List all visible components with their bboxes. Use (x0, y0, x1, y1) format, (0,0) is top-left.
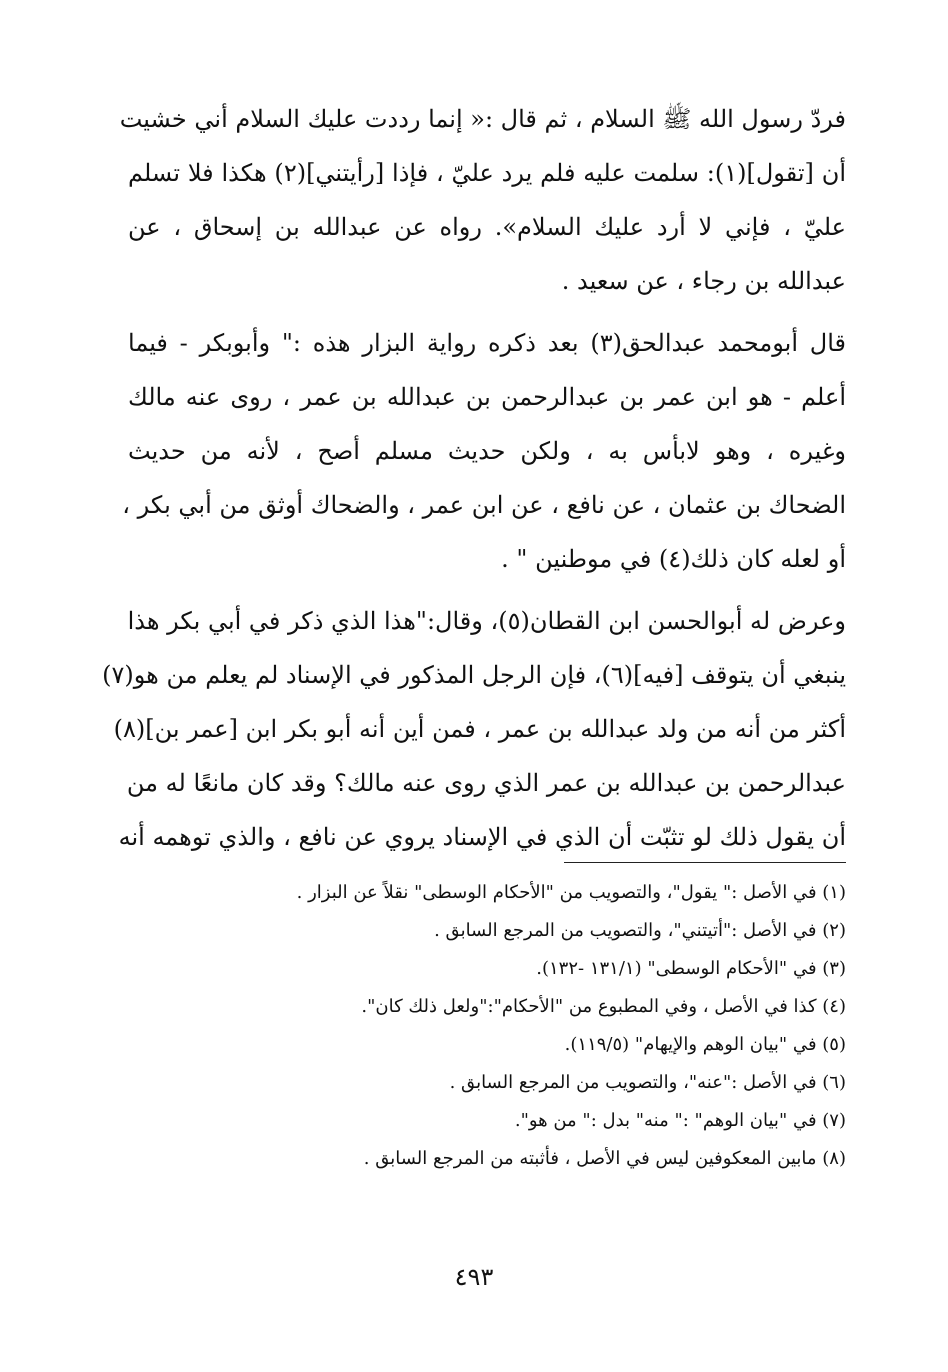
text-line: عبدالله بن رجاء ، عن سعيد . (561, 267, 846, 295)
footnote: (٧) في "بيان الوهم" :" منه" بدل :" من هو". (514, 1110, 846, 1131)
text-line: أو لعله كان ذلك(٤) في موطنين " . (501, 545, 846, 573)
text-line: ينبغي أن يتوقف [فيه](٦)، فإن الرجل المذكور في الإسناد لم يعلم من هو(٧) (102, 661, 846, 689)
text-line: أن يقول ذلك لو تثبّت أن الذي في الإسناد يروي عن نافع ، والذي توهمه أنه (118, 823, 846, 851)
footnote: (٤) كذا في الأصل ، وفي المطبوع من "الأحكام":"ولعل ذلك كان". (361, 996, 846, 1017)
text-line: فردّ رسول الله ﷺ السلام ، ثم قال :« إنما رددت عليك السلام أني خشيت (119, 105, 846, 133)
footnote: (١) في الأصل :" يقول"، والتصويب من "الأحكام الوسطى" نقلاً عن البزار . (296, 882, 846, 903)
text-line: الضحاك بن عثمان ، عن نافع ، عن ابن عمر ، والضحاك أوثق من أبي بكر ، (122, 491, 846, 519)
text-line: أكثر من أنه من ولد عبدالله بن عمر ، فمن أين أنه أبو بكر ابن [عمر بن](٨) (113, 715, 846, 743)
text-line: وغيره ، وهو لابأس به ، ولكن حديث مسلم أصح ، لأنه من حديث (128, 437, 846, 465)
main-text (102, 92, 846, 864)
text-line: وعرض له أبوالحسن ابن القطان(٥)، وقال:"هذا الذي ذكر في أبي بكر هذا (127, 607, 846, 635)
footnote: (٦) في الأصل :"عنه"، والتصويب من المرجع السابق . (449, 1072, 846, 1093)
text-line: عبدالرحمن بن عبدالله بن عمر الذي روى عنه مالك؟ وقد كان مانعًا له من (126, 769, 846, 797)
text-line: أعلم - هو ابن عمر بن عبدالرحمن بن عبدالله بن عمر ، روى عنه مالك (128, 383, 846, 411)
text-line: قال أبومحمد عبدالحق(٣) بعد ذكره رواية البزار هذه :" وأبوبكر - فيما (128, 329, 846, 357)
footnotes (200, 874, 846, 1178)
footnote: (٣) في "الأحكام الوسطى" (١٣١/١ -١٣٢). (536, 958, 846, 979)
footnote: (٨) مابين المعكوفين ليس في الأصل ، فأثبته من المرجع السابق . (363, 1148, 846, 1169)
footnote: (٢) في الأصل :"أتيتني"، والتصويب من المرجع السابق . (434, 920, 846, 941)
paragraph-gap (128, 586, 846, 594)
page-number: ٤٩٣ (454, 1263, 494, 1291)
text-line: عليّ ، فإني لا أرد عليك السلام». رواه عن عبدالله بن إسحاق ، عن (128, 213, 846, 241)
text-line: أن [تقول](١): سلمت عليه فلم يرد عليّ ، فإذا [رأيتني](٢) هكذا فلا تسلم (128, 159, 846, 187)
footnote-separator (564, 862, 846, 863)
footnote: (٥) في "بيان الوهم والإيهام" (١١٩/٥). (564, 1034, 846, 1055)
paragraph-gap (128, 308, 846, 316)
